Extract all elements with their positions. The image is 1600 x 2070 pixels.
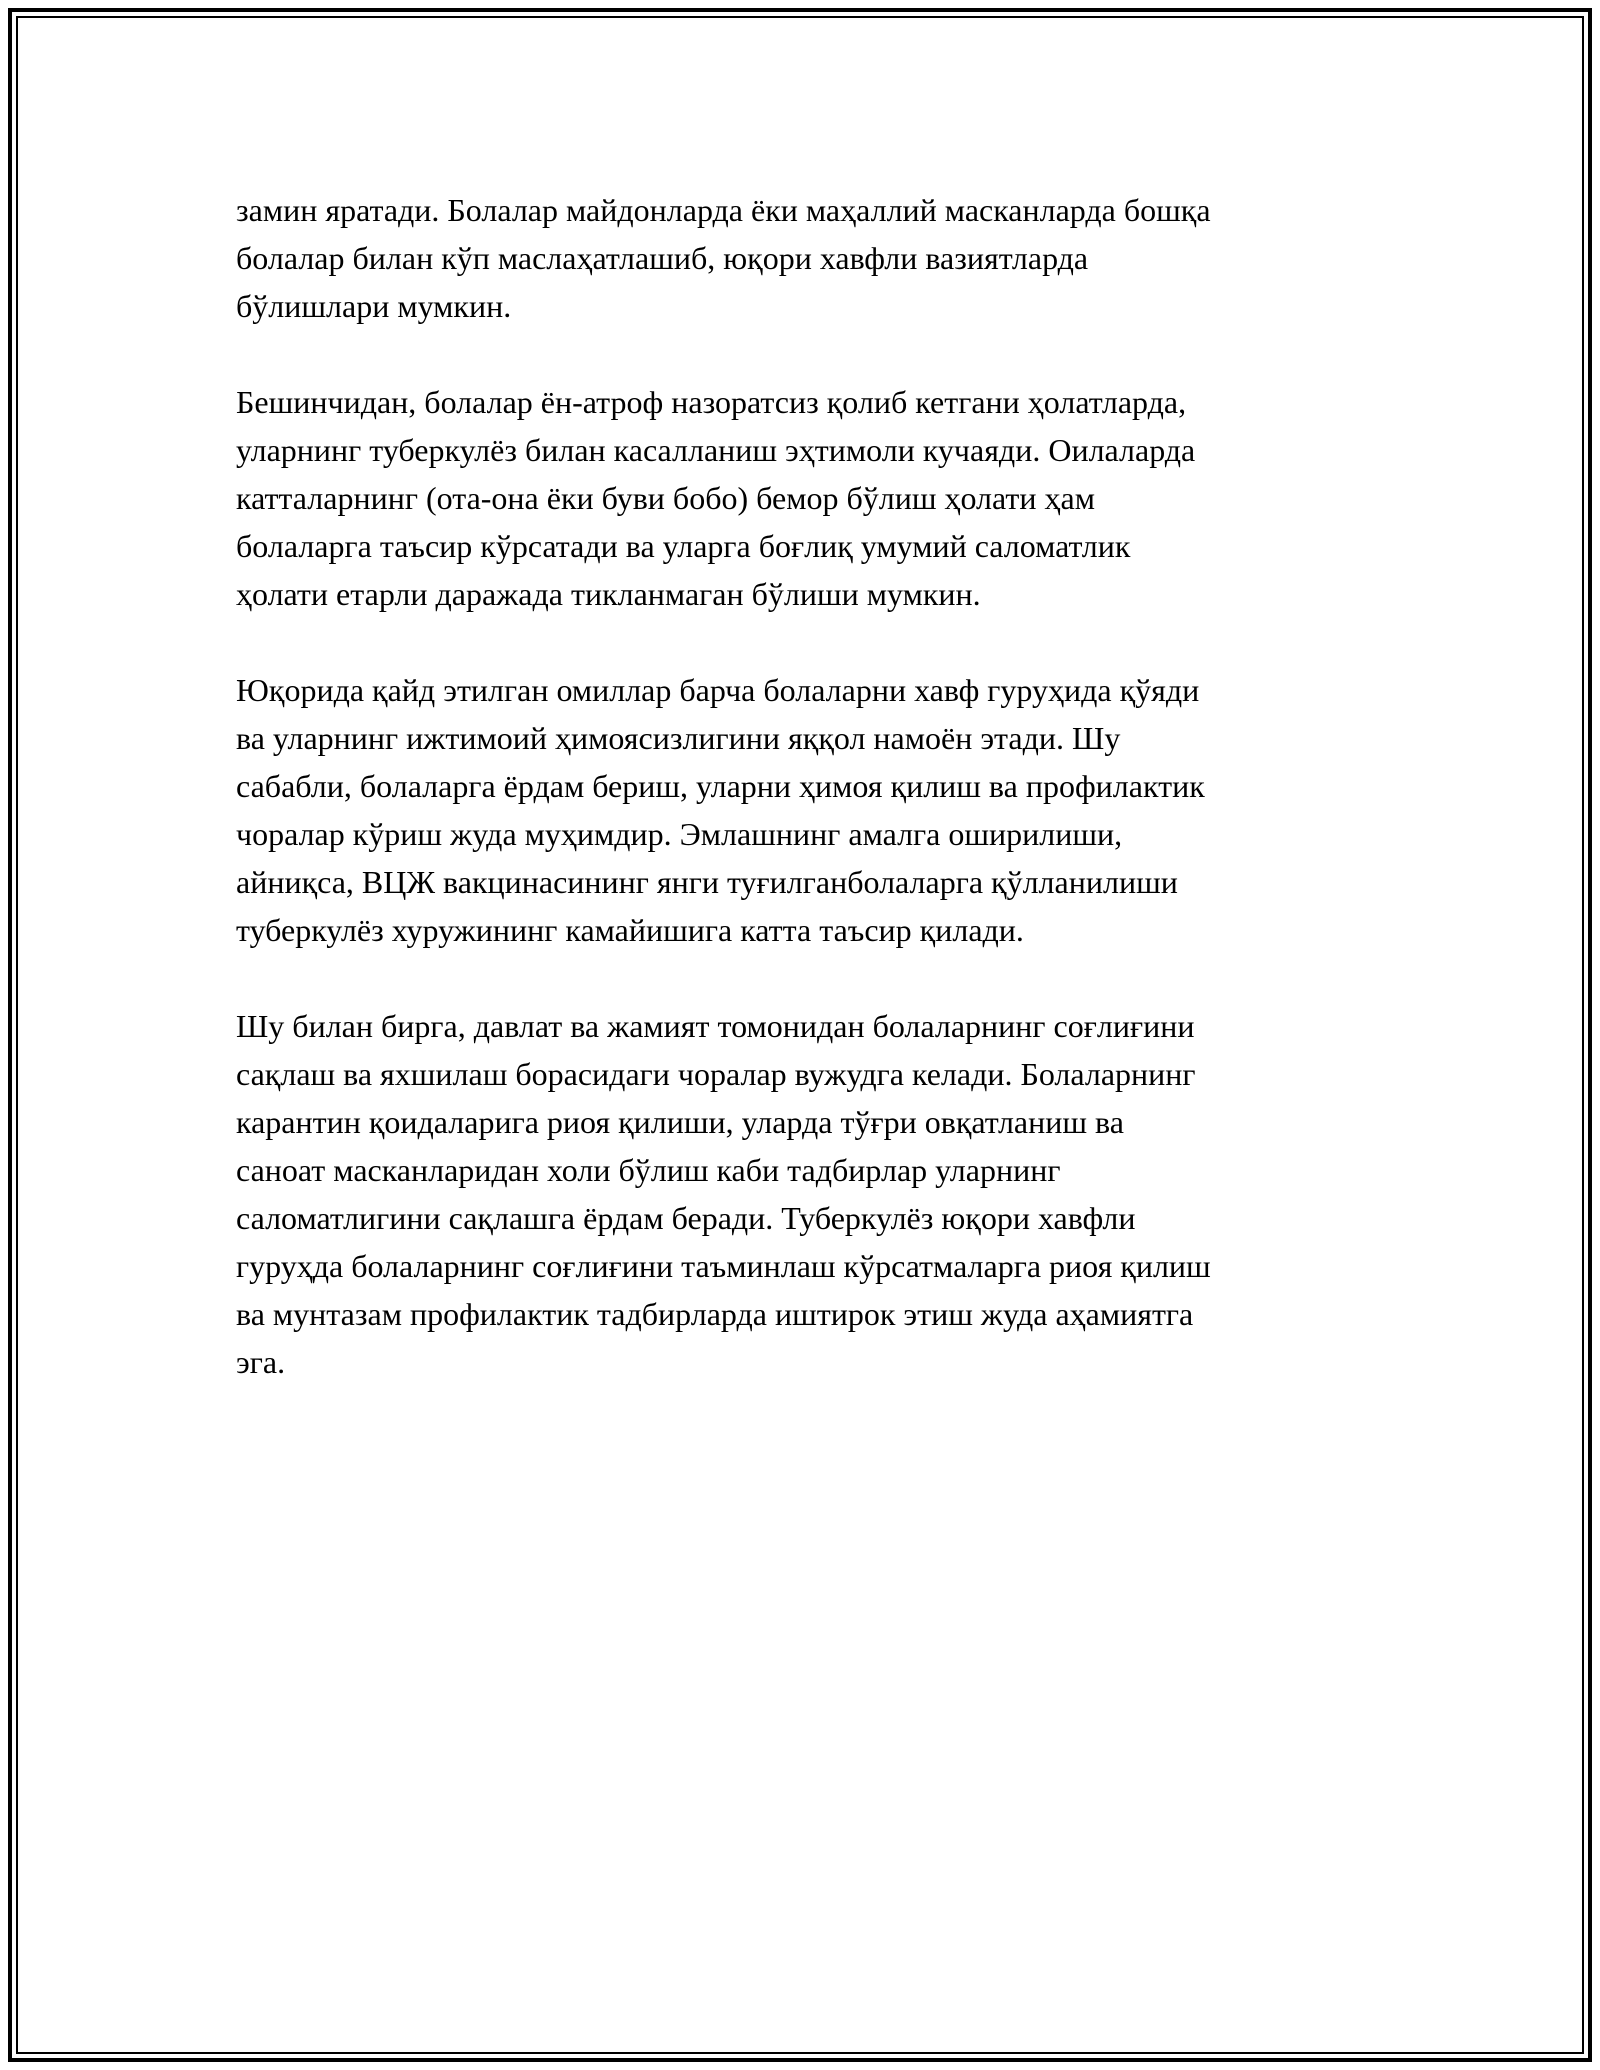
text-line: Юқорида қайд этилган омиллар барча болаларни хавф гуруҳида қўяди: [236, 672, 1200, 708]
text-line: Шу билан бирга, давлат ва жамият томонидан болаларнинг соғлиғини: [236, 1008, 1195, 1044]
text-line: ва мунтазам профилактик тадбирларда иштирок этиш жуда аҳамиятга: [236, 1296, 1194, 1332]
text-line: ва уларнинг ижтимоий ҳимоясизлигини яққол намоён этади. Шу: [236, 720, 1121, 756]
text-line: уларнинг туберкулёз билан касалланиш эҳтимоли кучаяди. Оилаларда: [236, 432, 1196, 468]
text-line: катталарнинг (ота-она ёки буви бобо) бемор бўлиш ҳолати ҳам: [236, 480, 1095, 516]
text-line: гуруҳда болаларнинг соғлиғини таъминлаш кўрсатмаларга риоя қилиш: [236, 1248, 1211, 1284]
text-line: сақлаш ва яхшилаш борасидаги чоралар вужудга келади. Болаларнинг: [236, 1056, 1196, 1092]
text-line: болалар билан кўп маслаҳатлашиб, юқори хавфли вазиятларда: [236, 240, 1089, 276]
text-line: болаларга таъсир кўрсатади ва уларга боғлиқ умумий саломатлик: [236, 528, 1131, 564]
document-body: [236, 186, 1366, 1434]
paragraph: [236, 186, 1366, 330]
text-line: бўлишлари мумкин.: [236, 288, 512, 324]
text-line: сабабли, болаларга ёрдам бериш, уларни ҳимоя қилиш ва профилактик: [236, 768, 1205, 804]
text-line: замин яратади. Болалар майдонларда ёки маҳаллий масканларда бошқа: [236, 192, 1211, 228]
text-line: карантин қоидаларига риоя қилиши, уларда тўғри овқатланиш ва: [236, 1104, 1124, 1140]
text-line: саломатлигини сақлашга ёрдам беради. Туберкулёз юқори хавфли: [236, 1200, 1136, 1236]
text-line: эга.: [236, 1344, 286, 1380]
text-line: чоралар кўриш жуда муҳимдир. Эмлашнинг амалга оширилиши,: [236, 816, 1123, 852]
text-line: саноат масканларидан холи бўлиш каби тадбирлар уларнинг: [236, 1152, 1061, 1188]
paragraph: [236, 1002, 1366, 1386]
paragraph: [236, 378, 1366, 618]
text-line: айниқса, ВЦЖ вакцинасининг янги туғилганболаларга қўлланилиши: [236, 864, 1178, 900]
paragraph: [236, 666, 1366, 954]
text-line: ҳолати етарли даражада тикланмаган бўлиши мумкин.: [236, 576, 981, 612]
text-line: туберкулёз хуружининг камайишига катта таъсир қилади.: [236, 912, 1024, 948]
text-line: Бешинчидан, болалар ён-атроф назоратсиз қолиб кетгани ҳолатларда,: [236, 384, 1187, 420]
